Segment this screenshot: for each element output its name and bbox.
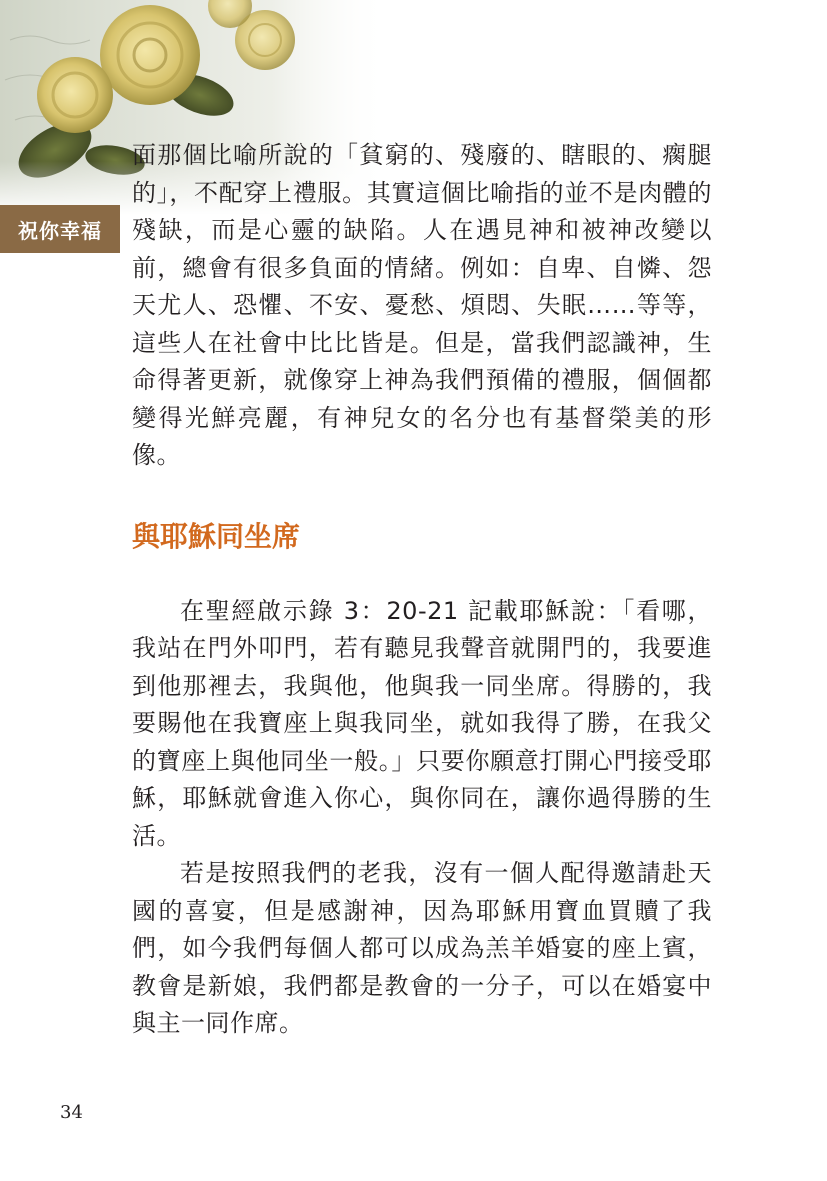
page-number: 34 — [60, 1102, 83, 1123]
intro-paragraph: 面那個比喻所說的「貧窮的、殘廢的、瞎眼的、瘸腿的」，不配穿上禮服。其實這個比喻指的並不是肉體的殘缺，而是心靈的缺陷。人在遇見神和被神改變以前，總會有很多負面的情緒。例如：自卑、自憐、怨天尤人、恐懼、不安、憂愁、煩悶、失眠……等等，這些人在社會中比比皆是。但是，當我們認識神，生命得著更新，就像穿上神為我們預備的禮服，個個都變得光鮮亮麗，有神兒女的名分也有基督榮美的形像。 — [132, 141, 712, 469]
section-tab: 祝你幸福 — [0, 205, 120, 253]
scripture-tail: 只要你願意打開心門接受耶穌，耶穌就會進入你心，與你同在，讓你過得勝的生活。 — [132, 746, 713, 850]
page-content — [132, 137, 712, 1043]
section-heading: 與耶穌同坐席 — [132, 519, 301, 553]
scripture-lead: 在聖經啟示錄 3：20-21 記載耶穌說： — [180, 596, 623, 625]
scripture-quote: 「看哪，我站在門外叩門，若有聽見我聲音就開門的，我要進到他那裡去，我與他，他與我一同坐席。得勝的，我要賜他在我寶座上與我同坐，就如我得了勝，在我父的寶座上與他同坐一般。」 — [132, 596, 713, 775]
scripture-paragraph — [132, 593, 712, 856]
closing-paragraph: 若是按照我們的老我，沒有一個人配得邀請赴天國的喜宴，但是感謝神，因為耶穌用寶血買贖了我們，如今我們每個人都可以成為羔羊婚宴的座上賓，教會是新娘，我們都是教會的一分子，可以在婚宴中與主一同作席。 — [132, 859, 712, 1037]
